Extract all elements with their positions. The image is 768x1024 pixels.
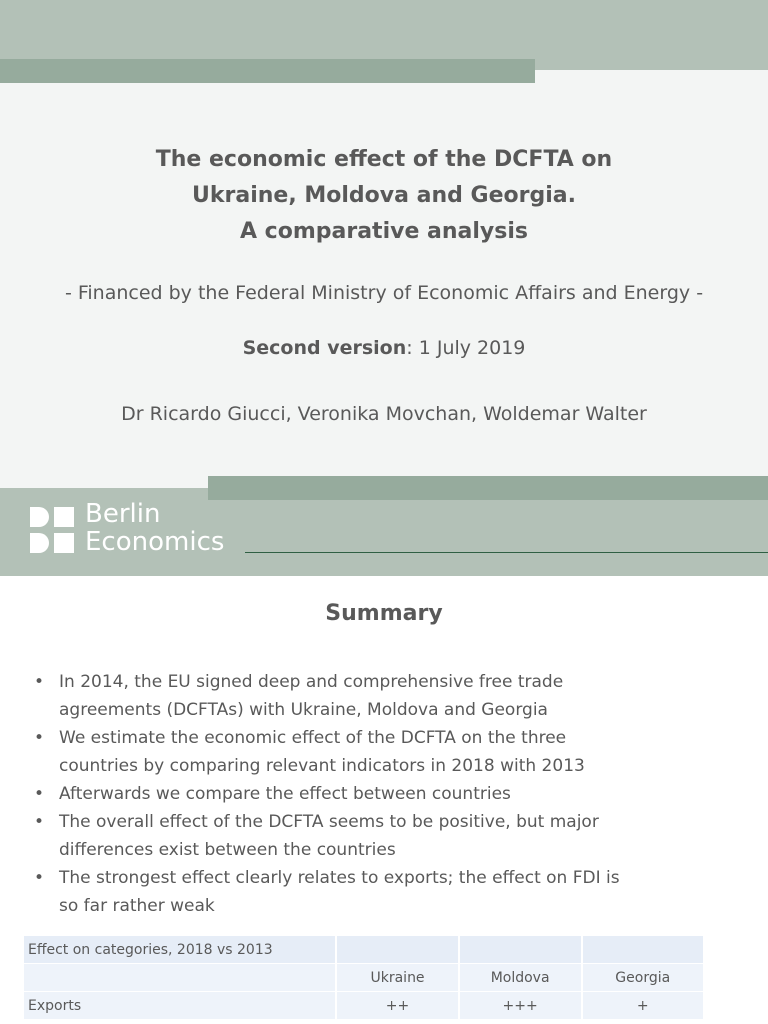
version-text	[0, 337, 768, 359]
table-empty-cell	[459, 936, 582, 964]
logo-word-berlin: Berlin	[85, 499, 161, 529]
column-header-ukraine: Ukraine	[336, 964, 458, 992]
bullet-line: differences exist between the countries	[59, 840, 396, 860]
logo-word-economics: Economics	[85, 527, 225, 557]
financed-by-text: - Financed by the Federal Ministry of Economic Affairs and Energy -	[64, 282, 704, 304]
table-caption-row	[24, 936, 704, 964]
cell-exports-moldova: +++	[459, 992, 582, 1020]
bullet-line: • In 2014, the EU signed deep and comprehensive free trade	[59, 672, 564, 692]
effect-table	[24, 936, 705, 1020]
berlin-economics-logo-mark-icon	[30, 505, 76, 553]
table-empty-cell	[24, 964, 336, 992]
cell-exports-georgia: +	[582, 992, 704, 1020]
summary-bullet	[30, 808, 730, 864]
row-label-exports: Exports	[24, 992, 336, 1020]
logo-wordmark	[85, 500, 224, 556]
bullet-line: • The strongest effect clearly relates to exports; the effect on FDI is	[59, 868, 620, 888]
top-decor-band	[0, 0, 768, 59]
bullet-line: • We estimate the economic effect of the DCFTA on the three	[59, 728, 567, 748]
column-header-moldova: Moldova	[459, 964, 582, 992]
version-label: Second version	[242, 337, 407, 359]
bullet-line: • The overall effect of the DCFTA seems to be positive, but major	[59, 812, 599, 832]
bullet-line: so far rather weak	[59, 896, 215, 916]
table-row	[24, 992, 704, 1020]
summary-slide	[0, 576, 768, 1024]
berlin-economics-logo	[30, 500, 240, 558]
report-title-line: The economic effect of the DCFTA on	[155, 147, 613, 172]
bottom-decor-bar-right	[208, 476, 768, 500]
summary-bullet	[30, 780, 730, 808]
summary-bullet	[30, 724, 730, 780]
top-decor-bar-left	[0, 59, 535, 83]
report-title	[0, 142, 768, 250]
version-date: : 1 July 2019	[406, 337, 526, 359]
report-title-line: Ukraine, Moldova and Georgia.	[192, 183, 576, 208]
bullet-line: agreements (DCFTAs) with Ukraine, Moldova and Georgia	[59, 700, 548, 720]
cell-exports-ukraine: ++	[336, 992, 458, 1020]
table-empty-cell	[582, 936, 704, 964]
report-title-line: A comparative analysis	[240, 219, 528, 244]
table-header-row	[24, 964, 704, 992]
column-header-georgia: Georgia	[582, 964, 704, 992]
summary-title: Summary	[325, 601, 443, 626]
table-empty-cell	[336, 936, 458, 964]
table-caption: Effect on categories, 2018 vs 2013	[24, 936, 336, 964]
logo-underline-divider	[245, 552, 768, 553]
bullet-line: • Afterwards we compare the effect between countries	[59, 784, 511, 804]
summary-bullet	[30, 864, 730, 920]
bullet-line: countries by comparing relevant indicators in 2018 with 2013	[59, 756, 585, 776]
top-decor-bar-right	[535, 59, 768, 70]
summary-bullet	[30, 668, 730, 724]
summary-bullet-list	[30, 668, 730, 920]
authors-text: Dr Ricardo Giucci, Veronika Movchan, Woldemar Walter	[121, 403, 647, 425]
